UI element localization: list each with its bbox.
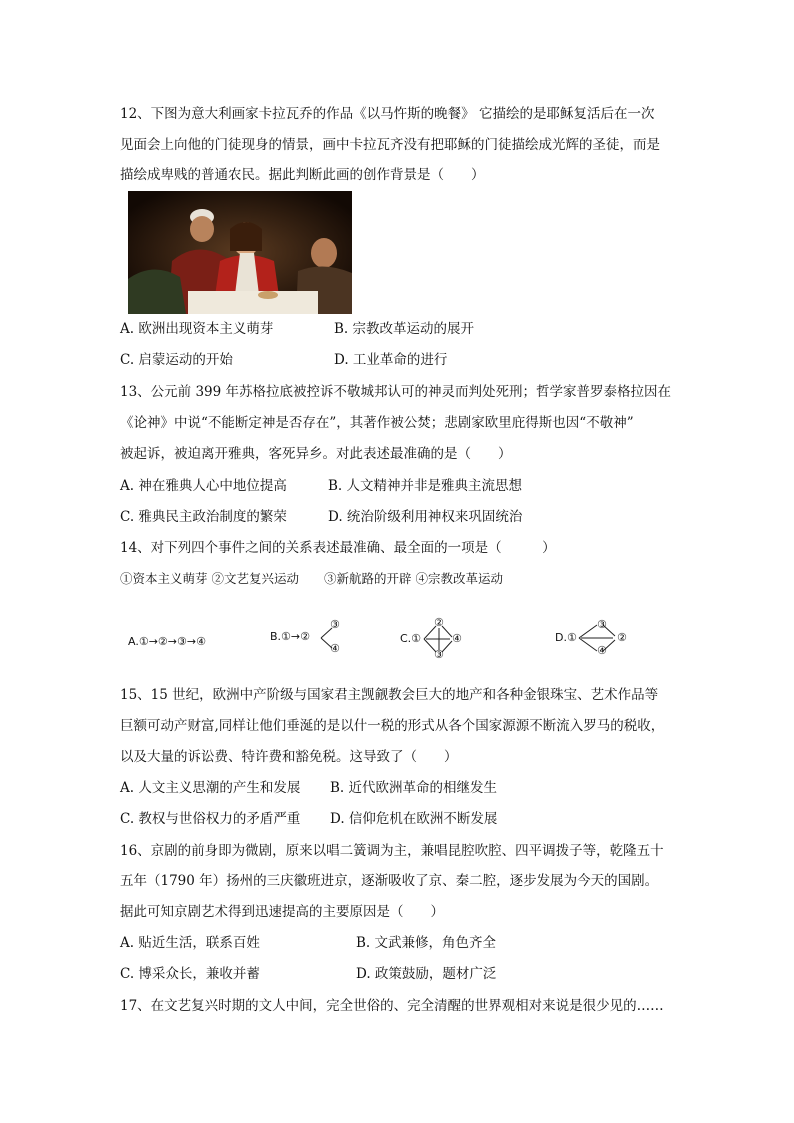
q12-line-2: 见面会上向他的门徒现身的情景，画中卡拉瓦齐没有把耶稣的门徒描绘成光辉的圣徒，而是 [120, 137, 660, 153]
q14-line-1: 14、对下列四个事件之间的关系表述最准确、最全面的一项是（ ） [120, 540, 556, 556]
q14-diagram-c-node-3: ③ [434, 648, 444, 661]
q13-line-3: 被起诉，被迫离开雅典，客死异乡。对此表述最准确的是（ ） [120, 446, 512, 462]
q14-diagram-a [128, 630, 206, 649]
q13-line-1: 13、公元前 399 年苏格拉底被控诉不敬城邦认可的神灵而判处死刑；哲学家普罗泰格拉因在 [120, 384, 672, 400]
q14-diagram-d-node-3: ③ [597, 618, 607, 631]
q13-option-d: D. 统治阶级利用神权来巩固统治 [328, 509, 523, 525]
q14-diagram-a-label: A.①→②→③→④ [128, 635, 206, 648]
q12-option-a: A. 欧洲出现资本主义萌芽 [120, 321, 274, 337]
q12-line-3: 描绘成卑贱的普通农民。据此判断此画的创作背景是（ ） [120, 167, 485, 183]
q12-line-1: 12、下图为意大利画家卡拉瓦乔的作品《以马忤斯的晚餐》 它描绘的是耶稣复活后在一次 [120, 106, 655, 122]
q14-diagram-d [555, 618, 645, 658]
q14-diagram-b-prefix: B.①→② [270, 630, 310, 643]
q13-line-2: 《论神》中说“不能断定神是否存在”，其著作被公焚；悲剧家欧里庇得斯也因“不敬神” [120, 415, 634, 431]
q14-diagram-c-node-2: ② [434, 616, 444, 629]
q13-option-c: C. 雅典民主政治制度的繁荣 [120, 509, 287, 525]
q16-line-3: 据此可知京剧艺术得到迅速提高的主要原因是（ ） [120, 904, 444, 920]
q14-diagram-c-prefix: C.① [400, 632, 422, 645]
q15-option-a: A. 人文主义思潮的产生和发展 [120, 780, 301, 796]
q14-diagram-b-node-3: ③ [330, 618, 340, 631]
q14-diagram-b [270, 618, 350, 658]
q12-option-d: D. 工业革命的进行 [334, 352, 448, 368]
q15-line-3: 以及大量的诉讼费、特许费和豁免税。这导致了（ ） [120, 749, 458, 765]
q13-option-b: B. 人文精神并非是雅典主流思想 [328, 478, 523, 494]
q13-option-a: A. 神在雅典人心中地位提高 [120, 478, 287, 494]
q16-option-c: C. 博采众长，兼收并蓄 [120, 966, 260, 982]
q16-line-2: 五年（1790 年）扬州的三庆徽班进京，逐渐吸收了京、秦二腔，逐步发展为今天的国剧。 [120, 873, 659, 889]
q14-line-2: ①资本主义萌芽 ②文艺复兴运动 ③新航路的开辟 ④宗教改革运动 [120, 571, 503, 586]
q14-diagram-d-prefix: D.① [555, 631, 577, 644]
q16-option-b: B. 文武兼修，角色齐全 [356, 935, 497, 951]
q15-line-1: 15、15 世纪，欧洲中产阶级与国家君主觊觎教会巨大的地产和各种金银珠宝、艺术作品等 [120, 687, 659, 703]
q17-line-1: 17、在文艺复兴时期的文人中间，完全世俗的、完全清醒的世界观相对来说是很少见的…… [120, 998, 664, 1014]
q14-diagram-d-node-2: ② [617, 631, 627, 644]
q15-option-b: B. 近代欧洲革命的相继发生 [330, 780, 498, 796]
q15-line-2: 巨额可动产财富,同样让他们垂涎的是以什一税的形式从各个国家源源不断流入罗马的税收， [120, 718, 665, 734]
q16-line-1: 16、京剧的前身即为微剧，原来以唱二簧调为主，兼唱昆腔吹腔、四平调拨子等，乾隆五十 [120, 843, 664, 859]
q14-diagram-c [400, 616, 480, 662]
q12-option-b: B. 宗教改革运动的展开 [334, 321, 475, 337]
q15-option-c: C. 教权与世俗权力的矛盾严重 [120, 811, 301, 827]
q14-diagram-b-node-4: ④ [330, 642, 340, 655]
q15-option-d: D. 信仰危机在欧洲不断发展 [330, 811, 498, 827]
supper-at-emmaus-painting [128, 191, 352, 314]
q14-diagram-c-node-4: ④ [452, 632, 462, 645]
q16-option-d: D. 政策鼓励，题材广泛 [356, 966, 497, 982]
q16-option-a: A. 贴近生活，联系百姓 [120, 935, 260, 951]
q12-option-c: C. 启蒙运动的开始 [120, 352, 233, 368]
q14-diagram-d-node-4: ④ [597, 644, 607, 657]
